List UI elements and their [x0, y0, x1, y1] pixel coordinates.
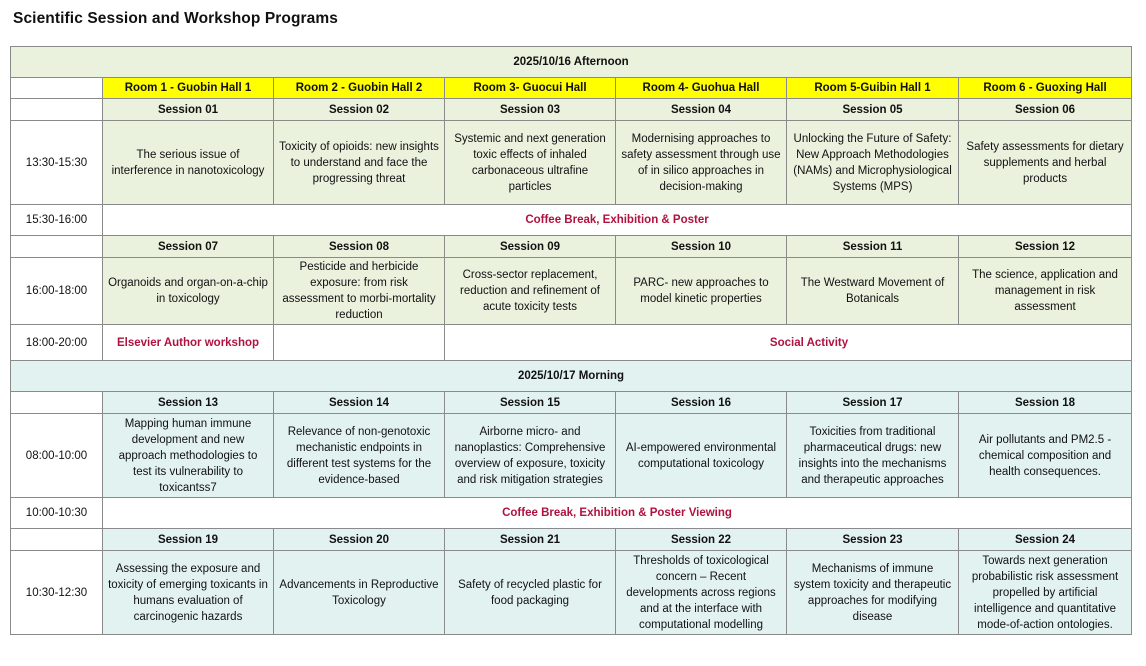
session-label: Session 04	[616, 99, 787, 121]
time-slot: 13:30-15:30	[11, 121, 103, 205]
session-label: Session 01	[103, 99, 274, 121]
time-slot: 10:00-10:30	[11, 498, 103, 529]
session-topic: Towards next generation probabilistic risk assessment propelled by artificial intelligence and quantitative mode-of-action ontologies.	[959, 551, 1132, 635]
blank-cell	[11, 392, 103, 414]
evening-row	[11, 325, 1132, 361]
session-label: Session 19	[103, 529, 274, 551]
session-label: Session 15	[445, 392, 616, 414]
session-topic: Toxicities from traditional pharmaceutical drugs: new insights into the mechanisms and therapeutic approaches	[787, 414, 959, 498]
blank-cell	[11, 529, 103, 551]
session-label: Session 16	[616, 392, 787, 414]
session-topic: Cross-sector replacement, reduction and refinement of acute toxicity tests	[445, 258, 616, 325]
session-label: Session 06	[959, 99, 1132, 121]
break-row	[11, 205, 1132, 236]
topic-row	[11, 121, 1132, 205]
day-label: 2025/10/16 Afternoon	[11, 47, 1132, 78]
room-header: Room 3- Guocui Hall	[445, 78, 616, 99]
session-label: Session 09	[445, 236, 616, 258]
day-label: 2025/10/17 Morning	[11, 361, 1132, 392]
session-label: Session 10	[616, 236, 787, 258]
session-label: Session 08	[274, 236, 445, 258]
time-slot: 16:00-18:00	[11, 258, 103, 325]
session-label: Session 22	[616, 529, 787, 551]
day-header-row	[11, 47, 1132, 78]
session-topic: The science, application and management in risk assessment	[959, 258, 1132, 325]
session-topic: Safety of recycled plastic for food packaging	[445, 551, 616, 635]
session-topic: Mechanisms of immune system toxicity and therapeutic approaches for modifying disease	[787, 551, 959, 635]
topic-row	[11, 551, 1132, 635]
time-slot: 15:30-16:00	[11, 205, 103, 236]
blank-cell	[274, 325, 445, 361]
session-topic: Unlocking the Future of Safety: New Approach Methodologies (NAMs) and Microphysiological Systems (MPS)	[787, 121, 959, 205]
session-label: Session 02	[274, 99, 445, 121]
session-label: Session 07	[103, 236, 274, 258]
session-topic: Air pollutants and PM2.5 - chemical composition and health consequences.	[959, 414, 1132, 498]
time-slot: 08:00-10:00	[11, 414, 103, 498]
session-row	[11, 392, 1132, 414]
room-header: Room 6 - Guoxing Hall	[959, 78, 1132, 99]
session-label: Session 23	[787, 529, 959, 551]
session-topic: Airborne micro- and nanoplastics: Comprehensive overview of exposure, toxicity and risk mitigation strategies	[445, 414, 616, 498]
schedule-table	[10, 46, 1132, 635]
blank-cell	[11, 99, 103, 121]
session-topic: Advancements in Reproductive Toxicology	[274, 551, 445, 635]
session-label: Session 24	[959, 529, 1132, 551]
time-slot: 10:30-12:30	[11, 551, 103, 635]
session-topic: The Westward Movement of Botanicals	[787, 258, 959, 325]
session-topic: Mapping human immune development and new approach methodologies to test its vulnerability to toxicantss7	[103, 414, 274, 498]
page-title: Scientific Session and Workshop Programs	[13, 10, 338, 27]
day-header-row	[11, 361, 1132, 392]
session-topic: Relevance of non-genotoxic mechanistic endpoints in different test systems for the evidence-based	[274, 414, 445, 498]
room-header-row	[11, 78, 1132, 99]
session-row	[11, 529, 1132, 551]
session-label: Session 12	[959, 236, 1132, 258]
break-label: Coffee Break, Exhibition & Poster	[103, 205, 1132, 236]
topic-row	[11, 414, 1132, 498]
time-slot: 18:00-20:00	[11, 325, 103, 361]
session-topic: Modernising approaches to safety assessment through use of in silico approaches in decision-making	[616, 121, 787, 205]
topic-row	[11, 258, 1132, 325]
session-topic: Systemic and next generation toxic effects of inhaled carbonaceous ultrafine particles	[445, 121, 616, 205]
social-activity-label: Social Activity	[445, 325, 1132, 361]
session-topic: Thresholds of toxicological concern – Recent developments across regions and at the interface with computational modelling	[616, 551, 787, 635]
session-topic: PARC- new approaches to model kinetic properties	[616, 258, 787, 325]
room-header: Room 2 - Guobin Hall 2	[274, 78, 445, 99]
room-header: Room 5-Guibin Hall 1	[787, 78, 959, 99]
session-label: Session 13	[103, 392, 274, 414]
session-label: Session 18	[959, 392, 1132, 414]
blank-cell	[11, 236, 103, 258]
workshop-label: Elsevier Author workshop	[103, 325, 274, 361]
session-topic: Pesticide and herbicide exposure: from risk assessment to morbi-mortality reduction	[274, 258, 445, 325]
session-label: Session 17	[787, 392, 959, 414]
session-label: Session 03	[445, 99, 616, 121]
session-topic: Toxicity of opioids: new insights to understand and face the progressing threat	[274, 121, 445, 205]
session-topic: Assessing the exposure and toxicity of emerging toxicants in humans evaluation of carcinogenic hazards	[103, 551, 274, 635]
session-topic: Organoids and organ-on-a-chip in toxicology	[103, 258, 274, 325]
session-label: Session 21	[445, 529, 616, 551]
session-topic: Safety assessments for dietary supplements and herbal products	[959, 121, 1132, 205]
session-row	[11, 236, 1132, 258]
room-header: Room 1 - Guobin Hall 1	[103, 78, 274, 99]
session-label: Session 05	[787, 99, 959, 121]
session-label: Session 11	[787, 236, 959, 258]
session-topic: The serious issue of interference in nanotoxicology	[103, 121, 274, 205]
break-row	[11, 498, 1132, 529]
session-topic: AI-empowered environmental computational toxicology	[616, 414, 787, 498]
session-label: Session 14	[274, 392, 445, 414]
session-row	[11, 99, 1132, 121]
session-label: Session 20	[274, 529, 445, 551]
room-header: Room 4- Guohua Hall	[616, 78, 787, 99]
break-label: Coffee Break, Exhibition & Poster Viewing	[103, 498, 1132, 529]
blank-cell	[11, 78, 103, 99]
